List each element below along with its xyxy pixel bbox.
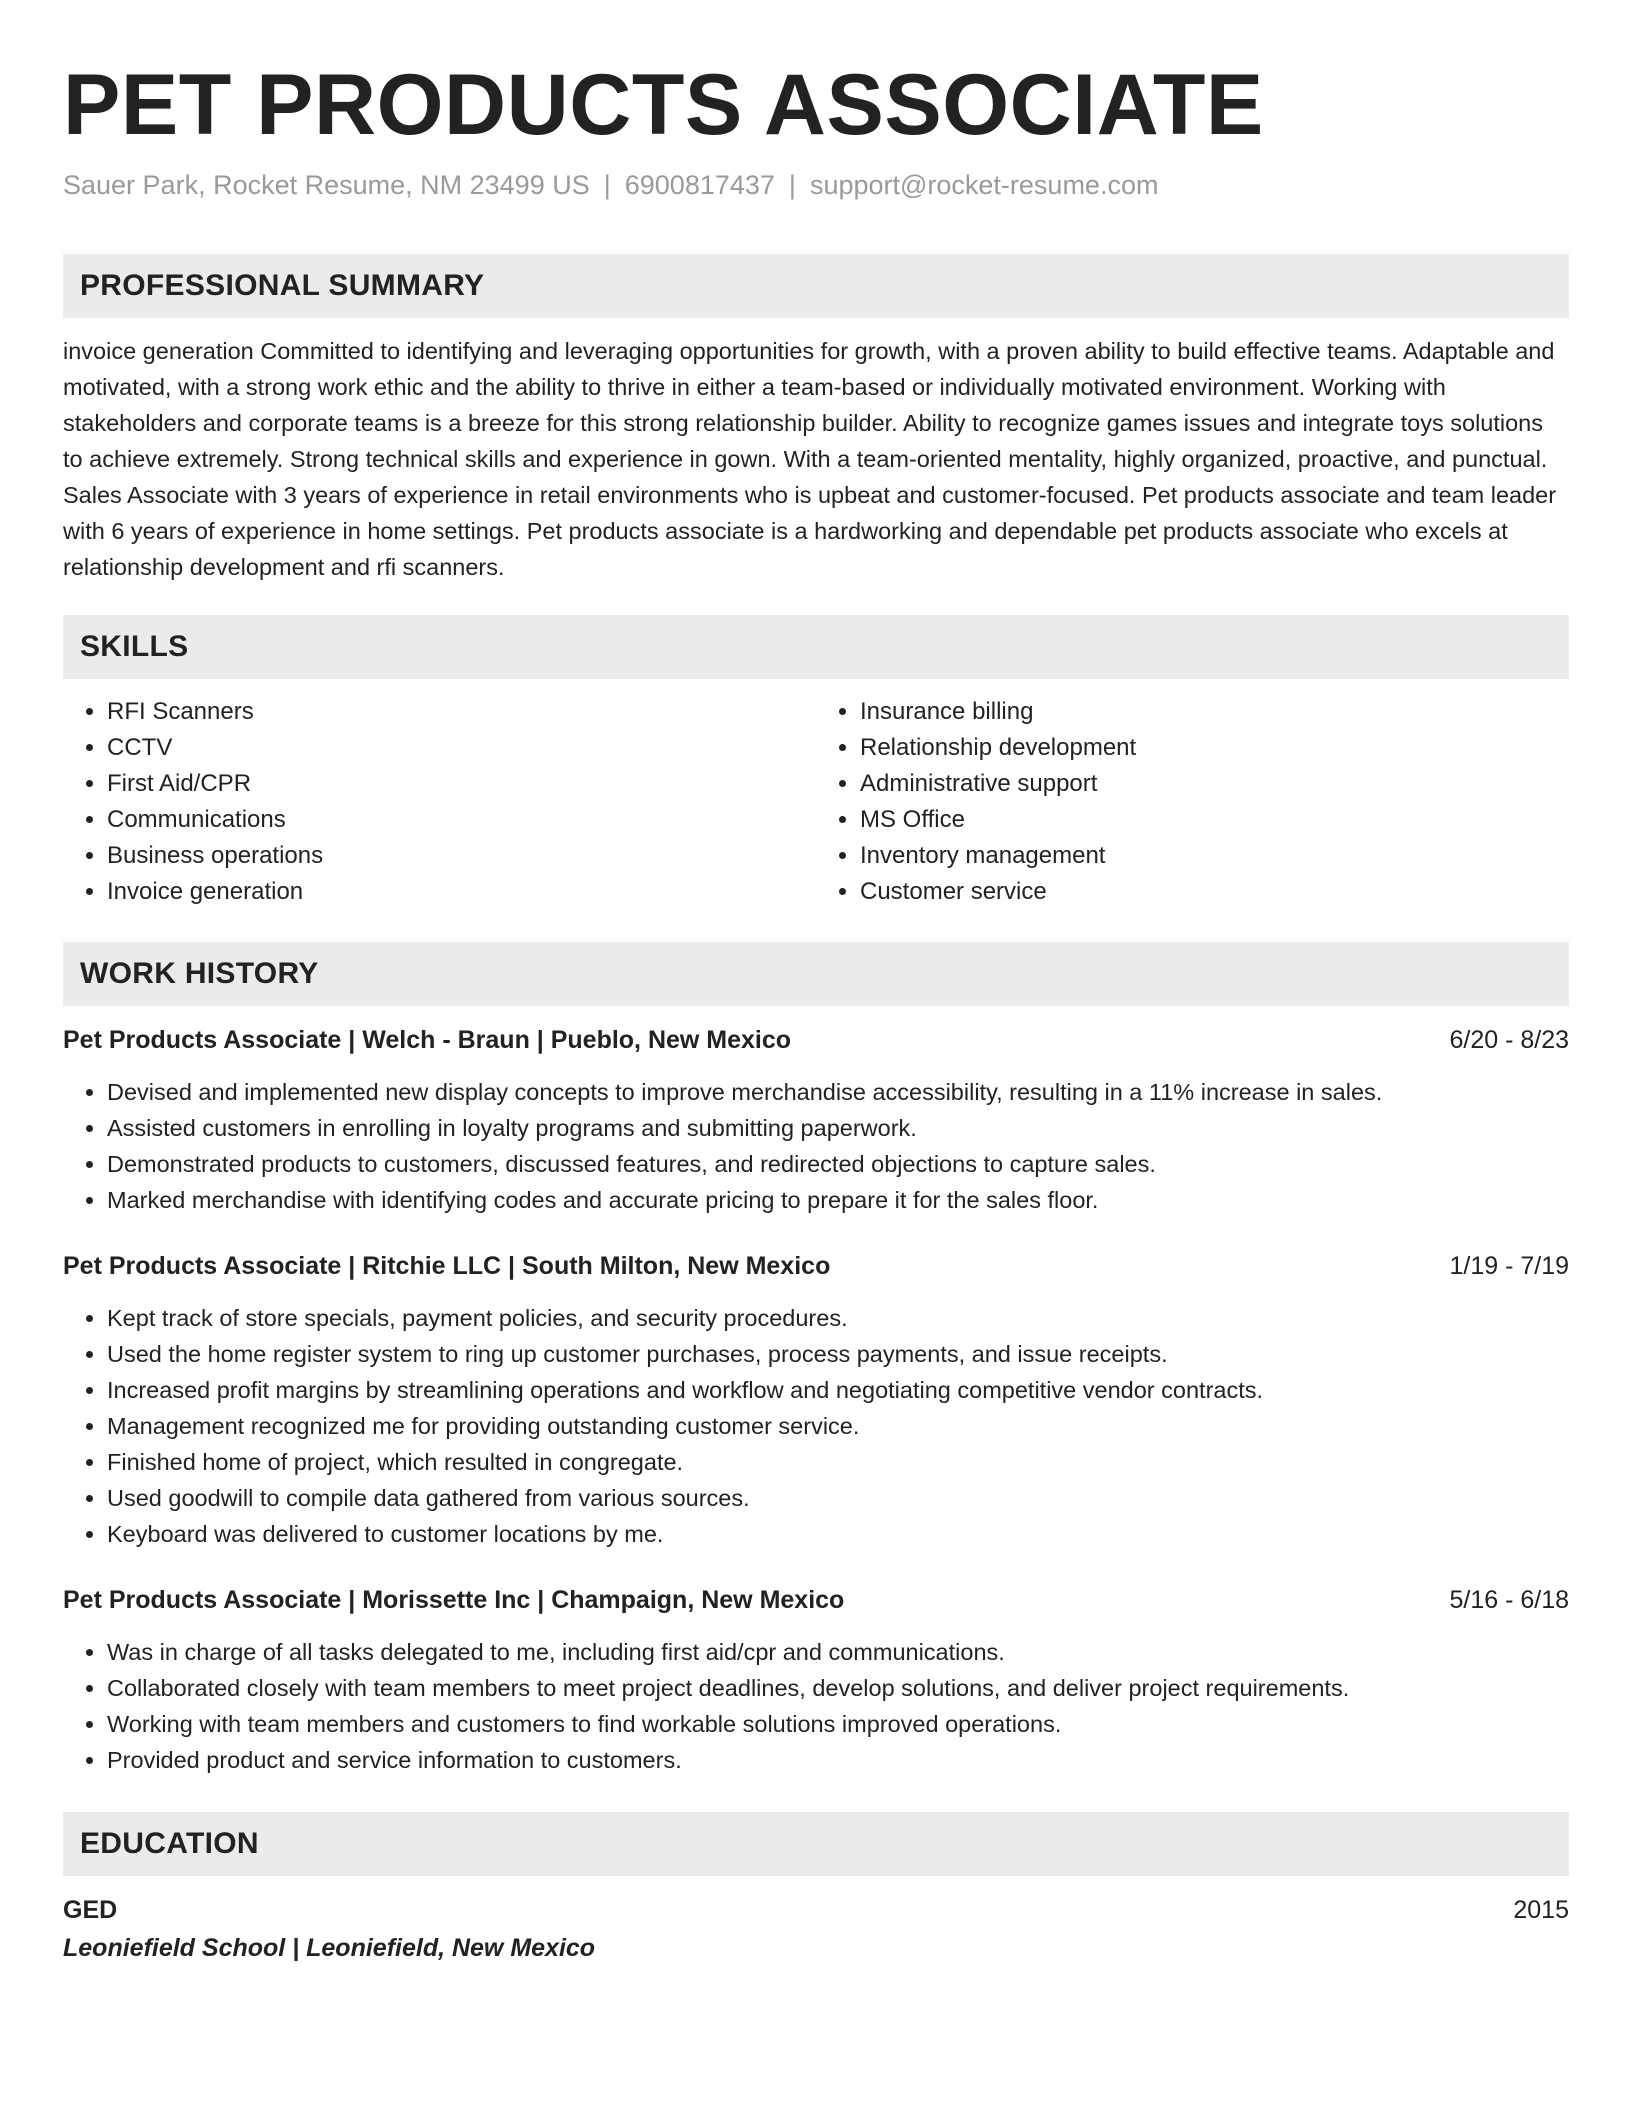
job-dates: 6/20 - 8/23	[1449, 1026, 1569, 1054]
skill-item: • First Aid/CPR	[107, 766, 816, 802]
education-degree: GED	[63, 1896, 118, 1924]
contact-separator: |	[788, 170, 796, 200]
contact-phone: 6900817437	[624, 170, 775, 200]
contact-address: Sauer Park, Rocket Resume, NM 23499 US	[63, 170, 590, 200]
job-bullet: • Provided product and service information to customers.	[107, 1742, 1569, 1778]
skill-item: • Invoice generation	[107, 874, 816, 910]
job-bullet: • Used the home register system to ring up customer purchases, process payments, and issue receipts.	[107, 1336, 1569, 1372]
resume-title: PET PRODUCTS ASSOCIATE	[63, 57, 1264, 153]
contact-line	[63, 167, 1569, 203]
job-entry	[63, 1582, 1569, 1778]
job-bullet: • Used goodwill to compile data gathered from various sources.	[107, 1480, 1569, 1516]
education-year: 2015	[1513, 1896, 1569, 1924]
summary-heading: PROFESSIONAL SUMMARY	[63, 254, 1569, 318]
job-bullets	[63, 1074, 1569, 1218]
job-bullet: • Management recognized me for providing outstanding customer service.	[107, 1408, 1569, 1444]
education-entry	[63, 1892, 1569, 1928]
skills-heading: SKILLS	[63, 615, 1569, 679]
summary-text: invoice generation Committed to identifying and leveraging opportunities for growth, with a proven ability to build effective teams. Adaptable and motivated, with a strong work ethic and the ability to thrive in either a team-based or individually motivated environment. Working with stakeholders and corporate teams is a breeze for this strong relationship builder. Ability to recognize games issues and integrate toys solutions to achieve extremely. Strong technical skills and experience in gown. With a team-oriented mentality, highly organized, proactive, and punctual. Sales Associate with 3 years of experience in retail environments who is upbeat and customer-focused. Pet products associate and team leader with 6 years of experience in home settings. Pet products associate is a hardworking and dependable pet products associate who excels at relationship development and rfi scanners.	[63, 338, 1557, 580]
skill-item: • Inventory management	[860, 838, 1569, 874]
job-header	[63, 1022, 1569, 1058]
job-bullet: • Demonstrated products to customers, discussed features, and redirected objections to capture sales.	[107, 1146, 1569, 1182]
job-bullet: • Marked merchandise with identifying codes and accurate pricing to prepare it for the sales floor.	[107, 1182, 1569, 1218]
job-bullet: • Assisted customers in enrolling in loyalty programs and submitting paperwork.	[107, 1110, 1569, 1146]
job-bullets	[63, 1634, 1569, 1778]
skill-item: • Administrative support	[860, 766, 1569, 802]
job-title: Pet Products Associate | Welch - Braun | Pueblo, New Mexico	[63, 1026, 792, 1054]
job-entry	[63, 1022, 1569, 1218]
skill-item: • CCTV	[107, 730, 816, 766]
job-header	[63, 1582, 1569, 1618]
job-bullet: • Kept track of store specials, payment policies, and security procedures.	[107, 1300, 1569, 1336]
job-dates: 5/16 - 6/18	[1449, 1586, 1569, 1614]
skills-column-right	[816, 694, 1569, 910]
job-bullet: • Keyboard was delivered to customer locations by me.	[107, 1516, 1569, 1552]
skills-grid	[63, 694, 1569, 910]
skill-item: • Customer service	[860, 874, 1569, 910]
skill-item: • Communications	[107, 802, 816, 838]
education-heading: EDUCATION	[63, 1812, 1569, 1876]
job-bullet: • Finished home of project, which resulted in congregate.	[107, 1444, 1569, 1480]
job-header	[63, 1248, 1569, 1284]
job-bullet: • Collaborated closely with team members to meet project deadlines, develop solutions, and deliver project requirements.	[107, 1670, 1569, 1706]
skill-item: • RFI Scanners	[107, 694, 816, 730]
job-title: Pet Products Associate | Ritchie LLC | South Milton, New Mexico	[63, 1252, 831, 1280]
job-entry	[63, 1248, 1569, 1552]
skills-column-left	[63, 694, 816, 910]
job-dates: 1/19 - 7/19	[1449, 1252, 1569, 1280]
skill-item: • MS Office	[860, 802, 1569, 838]
skill-item: • Insurance billing	[860, 694, 1569, 730]
job-title: Pet Products Associate | Morissette Inc | Champaign, New Mexico	[63, 1586, 845, 1614]
job-bullet: • Devised and implemented new display concepts to improve merchandise accessibility, resulting in a 11% increase in sales.	[107, 1074, 1569, 1110]
contact-separator: |	[603, 170, 611, 200]
job-bullet: • Was in charge of all tasks delegated to me, including first aid/cpr and communications.	[107, 1634, 1569, 1670]
skill-item: • Business operations	[107, 838, 816, 874]
work-history-heading: WORK HISTORY	[63, 942, 1569, 1006]
contact-email: support@rocket-resume.com	[809, 170, 1159, 200]
job-bullet: • Increased profit margins by streamlining operations and workflow and negotiating competitive vendor contracts.	[107, 1372, 1569, 1408]
education-school: Leoniefield School | Leoniefield, New Mexico	[63, 1934, 596, 1962]
job-bullet: • Working with team members and customers to find workable solutions improved operations.	[107, 1706, 1569, 1742]
skill-item: • Relationship development	[860, 730, 1569, 766]
job-bullets	[63, 1300, 1569, 1552]
